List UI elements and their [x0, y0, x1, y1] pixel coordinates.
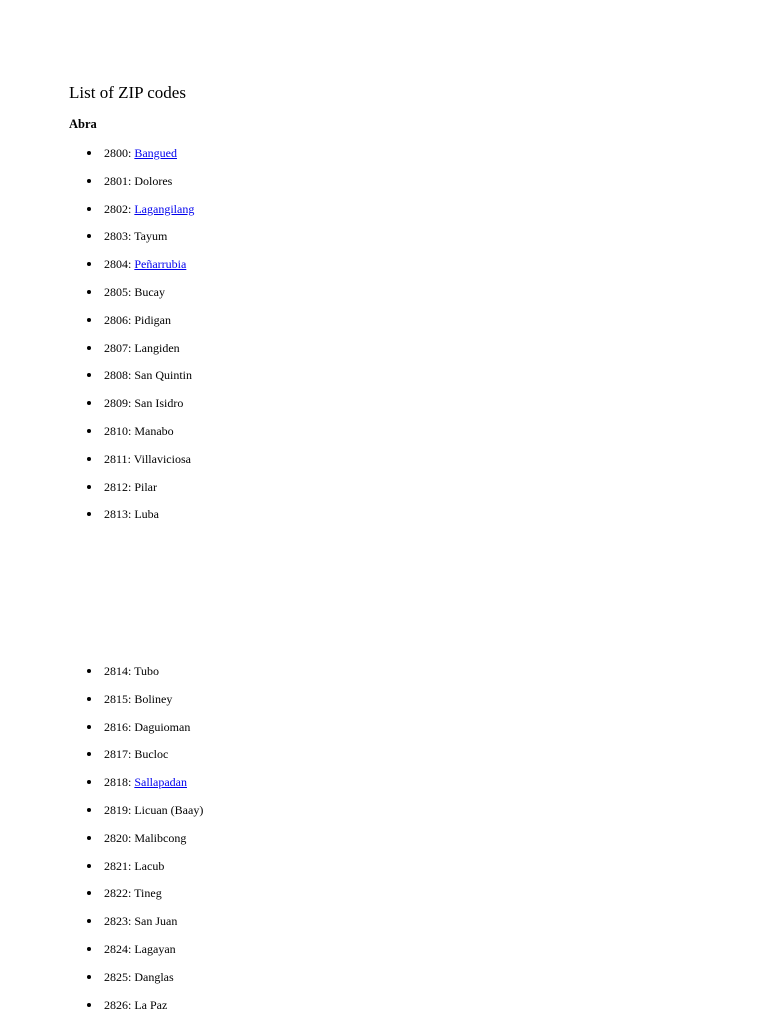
zip-code: 2802	[104, 201, 128, 216]
list-item: 2809: San Isidro	[0, 394, 194, 422]
list-item: 2825: Danglas	[0, 968, 203, 996]
list-item: 2813: Luba	[0, 505, 194, 533]
zip-code: 2808	[104, 368, 128, 383]
list-item: 2816: Daguioman	[0, 718, 203, 746]
municipality-name: Lagayan	[134, 941, 176, 956]
municipality-name: Licuan (Baay)	[134, 802, 204, 817]
list-item: 2819: Licuan (Baay)	[0, 801, 203, 829]
section-heading-abra: Abra	[69, 117, 97, 131]
zip-code: 2803	[104, 229, 128, 244]
municipality-link[interactable]: Sallapadan	[134, 775, 187, 790]
list-item: 2822: Tineg	[0, 884, 203, 912]
zip-code: 2804	[104, 257, 128, 272]
zip-code: 2809	[104, 396, 128, 411]
zip-code: 2805	[104, 284, 128, 299]
list-item: 2807: Langiden	[0, 339, 194, 367]
municipality-name: Langiden	[134, 340, 180, 355]
zip-code: 2817	[104, 747, 128, 762]
list-item: 2801: Dolores	[0, 172, 194, 200]
municipality-name: La Paz	[134, 997, 168, 1012]
list-item: 2802: Lagangilang	[0, 200, 194, 228]
zip-code: 2821	[104, 858, 128, 873]
list-item: 2805: Bucay	[0, 283, 194, 311]
list-item: 2812: Pilar	[0, 478, 194, 506]
zip-code-list	[0, 144, 194, 533]
municipality-link[interactable]: Peñarrubia	[134, 257, 187, 272]
zip-code: 2812	[104, 479, 128, 494]
zip-code: 2816	[104, 719, 128, 734]
list-item: 2811: Villaviciosa	[0, 450, 194, 478]
municipality-name: Pilar	[134, 479, 158, 494]
municipality-name: San Juan	[134, 914, 178, 929]
zip-code: 2819	[104, 802, 128, 817]
municipality-name: Manabo	[134, 423, 174, 438]
list-item: 2814: Tubo	[0, 662, 203, 690]
municipality-name: San Isidro	[134, 396, 184, 411]
municipality-name: Villaviciosa	[133, 451, 191, 466]
list-item: 2823: San Juan	[0, 912, 203, 940]
zip-code: 2800	[104, 146, 128, 160]
municipality-name: Luba	[134, 507, 159, 522]
zip-code: 2811	[104, 451, 128, 466]
zip-code: 2825	[104, 969, 128, 984]
municipality-name: Pidigan	[134, 312, 172, 327]
list-item: 2818: Sallapadan	[0, 773, 203, 801]
zip-code: 2801	[104, 173, 128, 188]
zip-code: 2823	[104, 914, 128, 929]
zip-code: 2814	[104, 664, 128, 678]
municipality-name: Lacub	[134, 858, 165, 873]
list-item: 2826: La Paz	[0, 996, 203, 1024]
list-item: 2810: Manabo	[0, 422, 194, 450]
municipality-name: Boliney	[134, 691, 173, 706]
municipality-name: Dolores	[134, 173, 173, 188]
zip-code-list-continued	[0, 662, 203, 1023]
list-item: 2800: Bangued	[0, 144, 194, 172]
list-item: 2803: Tayum	[0, 227, 194, 255]
zip-code: 2815	[104, 691, 128, 706]
municipality-name: San Quintin	[134, 368, 193, 383]
list-item: 2817: Bucloc	[0, 745, 203, 773]
municipality-name: Tayum	[134, 229, 168, 244]
zip-code: 2824	[104, 941, 128, 956]
list-item: 2808: San Quintin	[0, 366, 194, 394]
zip-code: 2806	[104, 312, 128, 327]
municipality-name: Bucay	[134, 284, 165, 299]
list-item: 2815: Boliney	[0, 690, 203, 718]
municipality-link[interactable]: Lagangilang	[134, 201, 195, 216]
list-item: 2806: Pidigan	[0, 311, 194, 339]
zip-code: 2822	[104, 886, 128, 901]
list-item: 2804: Peñarrubia	[0, 255, 194, 283]
list-item: 2824: Lagayan	[0, 940, 203, 968]
municipality-name: Bucloc	[134, 747, 169, 762]
municipality-name: Tineg	[134, 886, 162, 901]
zip-code: 2810	[104, 423, 128, 438]
zip-code: 2818	[104, 775, 128, 790]
municipality-name: Danglas	[134, 969, 174, 984]
list-item: 2821: Lacub	[0, 857, 203, 885]
zip-code: 2807	[104, 340, 128, 355]
page-title: List of ZIP codes	[69, 83, 186, 102]
zip-code: 2820	[104, 830, 128, 845]
municipality-name: Malibcong	[134, 830, 187, 845]
municipality-name: Daguioman	[134, 719, 191, 734]
list-item: 2820: Malibcong	[0, 829, 203, 857]
zip-code: 2826	[104, 997, 128, 1012]
municipality-link[interactable]: Bangued	[134, 146, 177, 160]
zip-code: 2813	[104, 507, 128, 522]
municipality-name: Tubo	[134, 664, 160, 678]
